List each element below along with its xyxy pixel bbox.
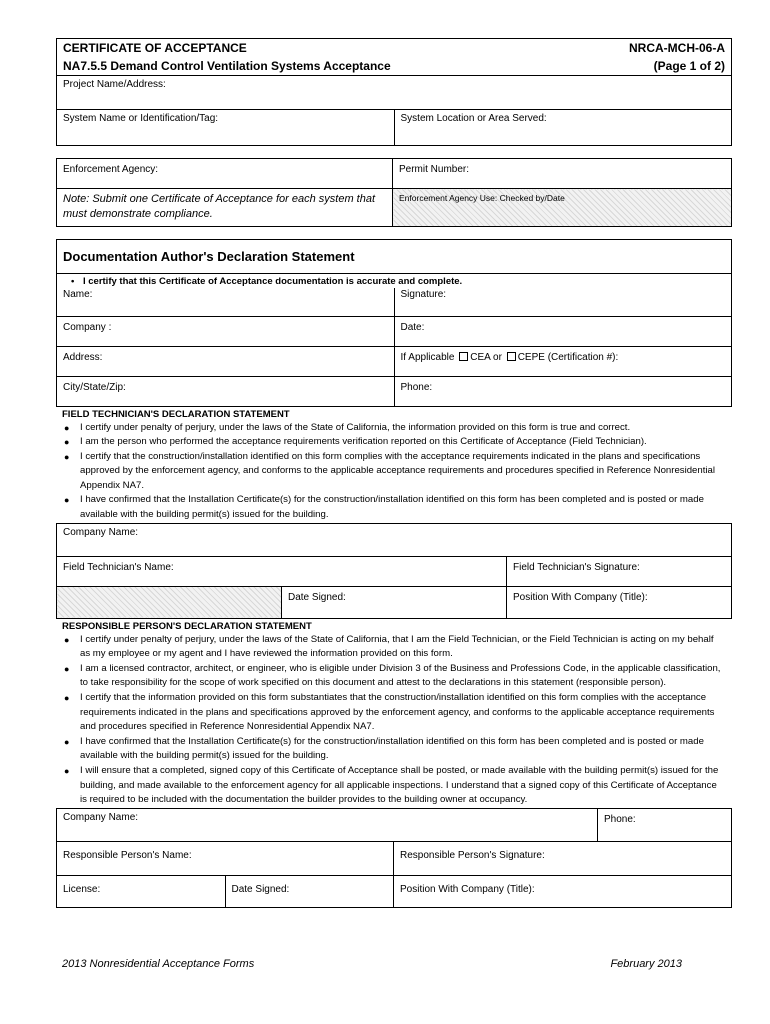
field-tech-table — [56, 523, 732, 619]
author-address-field[interactable]: Address: — [57, 346, 395, 376]
page-footer — [62, 958, 682, 970]
bullet-icon: ● — [64, 736, 70, 747]
page-label: (Page 1 of 2) — [489, 57, 732, 76]
enforcement-table — [56, 158, 732, 227]
author-phone-field[interactable]: Phone: — [394, 376, 732, 406]
list-item: ● I will ensure that a completed, signed copy of this Certificate of Acceptance shall be posted, or made available with the building permit(s) issued for the building, and made available to the enforcement agency for all applicable inspections. I understand that a signed copy of this Certificate of Acceptance is required to be included with the documentation the builder provides to the building owner at occupancy. — [64, 765, 719, 806]
responsible-date-field[interactable]: Date Signed: — [225, 875, 394, 907]
footer-left: 2013 Nonresidential Acceptance Forms — [62, 958, 255, 970]
field-tech-company-field[interactable]: Company Name: — [57, 523, 732, 556]
responsible-position-field[interactable]: Position With Company (Title): — [394, 875, 732, 907]
form-subtitle: NA7.5.5 Demand Control Ventilation Systems Acceptance — [57, 57, 490, 76]
responsible-company-field[interactable]: Company Name: — [57, 808, 598, 841]
responsible-name-field[interactable]: Responsible Person's Name: — [57, 841, 394, 875]
list-item: ● I am the person who performed the acceptance requirements verification reported on this Certificate of Acceptance (Field Technician). — [80, 435, 726, 450]
certification-prefix: If Applicable — [400, 351, 455, 363]
bullet-icon: ● — [64, 634, 70, 645]
cepe-checkbox-icon[interactable] — [507, 352, 516, 361]
form-title: CERTIFICATE OF ACCEPTANCE — [57, 39, 490, 58]
responsible-signature-field[interactable]: Responsible Person's Signature: — [394, 841, 732, 875]
author-date-field[interactable]: Date: — [394, 316, 732, 346]
author-signature-field[interactable]: Signature: — [394, 288, 732, 316]
enforcement-agency-field[interactable]: Enforcement Agency: — [57, 159, 393, 189]
list-item: ● I certify under penalty of perjury, under the laws of the State of California, that I am the Field Technician, or the Field Technician is acting on my behalf as my employee or my agent and I have reviewed the information provided on this form. — [64, 633, 714, 660]
field-tech-name-field[interactable]: Field Technician's Name: — [57, 556, 507, 586]
author-table — [56, 239, 732, 407]
author-heading: Documentation Author's Declaration Statement — [57, 240, 732, 274]
project-table — [56, 75, 732, 146]
list-item: ● I am a licensed contractor, architect, or engineer, who is eligible under Division 3 of the Business and Professions Code, in the applicable classification, to take responsibility for the scope of work specified on this document and attest to the declarations in this statement (responsible person). — [64, 662, 721, 689]
responsible-heading: RESPONSIBLE PERSON'S DECLARATION STATEMENT — [62, 620, 312, 632]
bullet-icon: ● — [64, 663, 70, 674]
list-item: ● I certify that the information provided on this form substantiates that the construction/installation identified on this form complies with the acceptance requirements indicated in the plans and specifications approved by the enforcement agency, and conforms to the applicable acceptance requirements and procedures specified in Reference Nonresidential Appendix NA7. — [64, 692, 715, 733]
permit-number-field[interactable]: Permit Number: — [393, 159, 732, 189]
footer-right: February 2013 — [610, 958, 682, 970]
author-certify-text: I certify that this Certificate of Acceptance documentation is accurate and complete. — [82, 276, 463, 287]
field-tech-declaration — [56, 409, 732, 523]
system-location-field[interactable]: System Location or Area Served: — [394, 110, 732, 146]
responsible-license-field[interactable]: License: — [57, 875, 226, 907]
author-city-field[interactable]: City/State/Zip: — [57, 376, 395, 406]
list-item: ● I have confirmed that the Installation Certificate(s) for the construction/installation identified on this form has been completed and is posted or made available with the building permit(s) issued for the building. — [64, 494, 704, 521]
header-table — [56, 38, 732, 76]
author-certification-field[interactable] — [394, 346, 732, 376]
author-name-field[interactable]: Name: — [57, 288, 395, 316]
list-item: ● I certify under penalty of perjury, under the laws of the State of California, the information provided on this form is true and correct. — [80, 421, 726, 436]
field-tech-statement-list — [56, 421, 732, 523]
responsible-phone-field[interactable]: Phone: — [598, 808, 732, 841]
responsible-table — [56, 808, 732, 842]
author-certify-row — [57, 274, 732, 289]
field-tech-position-field[interactable]: Position With Company (Title): — [507, 586, 732, 618]
bullet-icon: ● — [64, 451, 70, 462]
cepe-label: CEPE (Certification #): — [517, 351, 619, 363]
bullet-icon: ● — [64, 693, 70, 704]
project-name-field[interactable]: Project Name/Address: — [57, 76, 732, 110]
bullet-icon: ● — [64, 766, 70, 776]
field-tech-heading: FIELD TECHNICIAN'S DECLARATION STATEMENT — [62, 408, 290, 420]
submission-note: Note: Submit one Certificate of Acceptance for each system that must demonstrate compliance. — [57, 189, 393, 227]
cea-label: CEA or — [470, 351, 502, 363]
responsible-table-2 — [56, 841, 732, 908]
field-tech-date-field[interactable]: Date Signed: — [282, 586, 507, 618]
bullet-icon: ● — [64, 437, 70, 448]
form-code: NRCA-MCH-06-A — [489, 39, 732, 58]
bullet-icon: ● — [64, 422, 70, 433]
cea-checkbox-icon[interactable] — [459, 352, 468, 361]
bullet-icon: • — [71, 276, 75, 287]
hatched-cell — [57, 586, 282, 618]
responsible-declaration — [56, 621, 732, 808]
responsible-statement-list — [56, 633, 732, 808]
system-name-field[interactable]: System Name or Identification/Tag: — [57, 110, 395, 146]
author-company-field[interactable]: Company : — [57, 316, 395, 346]
form-page — [56, 38, 732, 908]
agency-use-field: Enforcement Agency Use: Checked by/Date — [393, 189, 732, 227]
list-item: ● I certify that the construction/installation identified on this form complies with the acceptance requirements indicated in the plans and specifications approved by the enforcement agency, and conforms to the applicable acceptance requirements and procedures specified in Reference Nonresidential Appendix NA7. — [64, 450, 715, 491]
bullet-icon: ● — [64, 495, 70, 506]
list-item: ● I have confirmed that the Installation Certificate(s) for the construction/installation identified on this form has been completed and is posted or made available with the building permit(s) issued for the building. — [64, 735, 704, 762]
field-tech-signature-field[interactable]: Field Technician's Signature: — [507, 556, 732, 586]
